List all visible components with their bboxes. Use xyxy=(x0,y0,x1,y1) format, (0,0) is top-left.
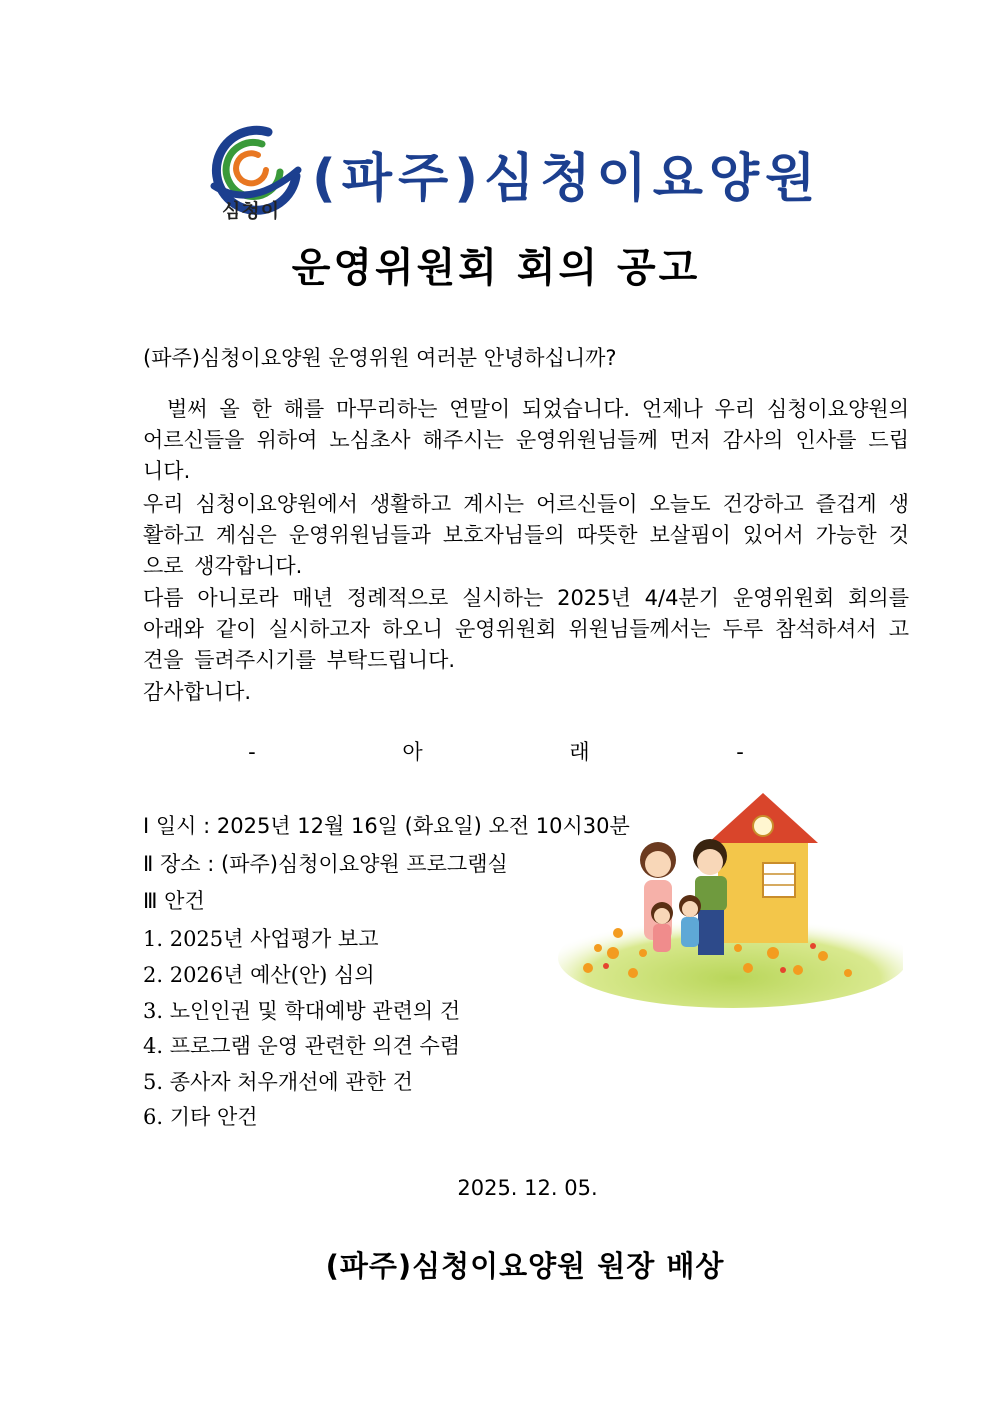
meeting-date: Ⅰ 일시 : 2025년 12월 16일 (화요일) 오전 10시30분 xyxy=(143,814,630,838)
agenda-item: 6. 기타 안건 xyxy=(143,1105,258,1129)
body-paragraph: 벌써 올 한 해를 마무리하는 연말이 되었습니다. 언제나 우리 심청이요양원의 어르신들을 위하여 노심초사 해주시는 운영위원님들께 먼저 감사의 인사를 드립니다. xyxy=(143,397,909,483)
agenda-item: 3. 노인인권 및 학대예방 관련의 건 xyxy=(143,999,461,1023)
agenda-item: 5. 종사자 처우개선에 관한 건 xyxy=(143,1070,413,1094)
document-title: 운영위원회 회의 공고 xyxy=(291,245,701,291)
family-house-illustration xyxy=(558,788,903,1008)
notice-heading: - 아 래 - xyxy=(248,740,744,764)
agenda-item: 2. 2026년 예산(안) 심의 xyxy=(143,963,375,987)
agenda-item: 4. 프로그램 운영 관련한 의견 수렴 xyxy=(143,1034,461,1058)
issue-date: 2025. 12. 05. xyxy=(457,1176,598,1200)
body-paragraph: 다름 아니로라 매년 정례적으로 실시하는 2025년 4/4분기 운영위원회 회의를 아래와 같이 실시하고자 하오니 운영위원회 위원님들께서는 두루 참석하셔서 고견을 들려주시기를 부탁드립니다. xyxy=(143,586,909,672)
agenda-item: 1. 2025년 사업평가 보고 xyxy=(143,927,379,951)
organization-logo-name: (파주)심청이요양원 xyxy=(312,149,822,209)
closing-thanks: 감사합니다. xyxy=(143,680,252,704)
body-paragraph: 우리 심청이요양원에서 생활하고 계시는 어르신들이 오늘도 건강하고 즐겁게 생활하고 계심은 운영위원님들과 보호자님들의 따뜻한 보살핌이 있어서 가능한 것으로 생각합니다. xyxy=(143,492,909,578)
logo-caption: 심청이 xyxy=(222,200,281,222)
greeting: (파주)심청이요양원 운영위원 여러분 안녕하십니까? xyxy=(143,346,617,370)
agenda-heading: Ⅲ 안건 xyxy=(143,889,205,913)
meeting-place: Ⅱ 장소 : (파주)심청이요양원 프로그램실 xyxy=(143,852,508,876)
signature: (파주)심청이요양원 원장 배상 xyxy=(325,1249,725,1283)
